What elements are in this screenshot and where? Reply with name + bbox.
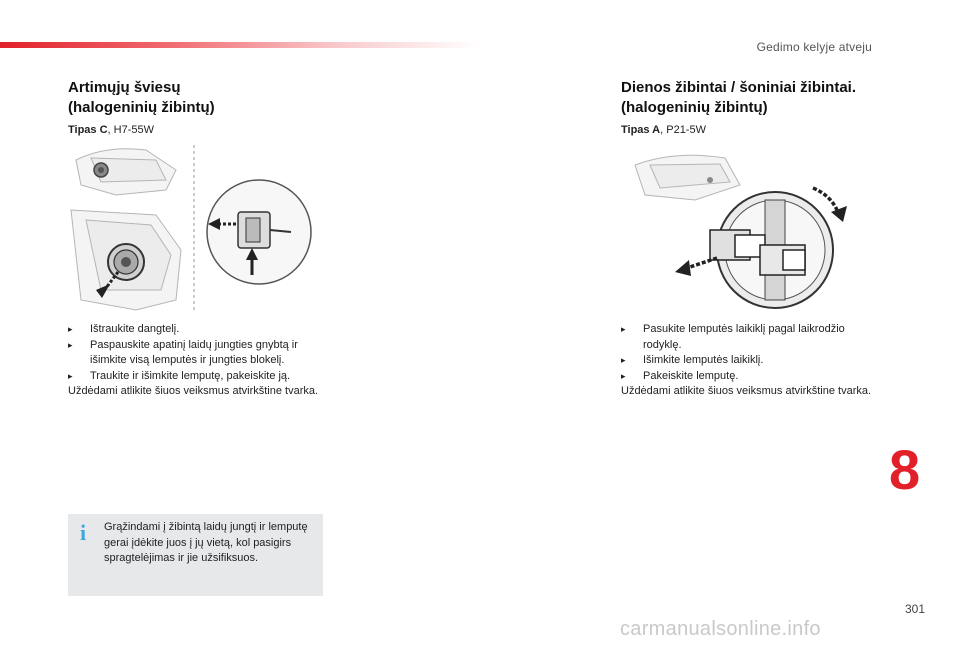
right-type-label: Tipas A (621, 124, 661, 136)
chapter-number: 8 (889, 438, 921, 501)
header-accent-bar (0, 42, 480, 48)
list-item: ▸ Ištraukite dangtelį. (68, 322, 328, 338)
left-type-label: Tipas C (68, 124, 108, 136)
bullet-icon: ▸ (68, 324, 73, 334)
list-item: ▸ Pakeiskite lemputę. (621, 369, 881, 385)
bullet-icon: ▸ (621, 324, 626, 334)
section-title: Gedimo kelyje atveju (756, 40, 872, 54)
right-instructions (621, 322, 881, 400)
right-heading-line1: Dienos žibintai / šoniniai žibintai. (621, 79, 857, 96)
list-item: ▸ Traukite ir išimkite lemputę, pakeiskite ją. (68, 369, 328, 385)
right-type-line (621, 124, 706, 136)
reassembly-note: Uždėdami atlikite šiuos veiksmus atvirkštine tvarka. (68, 385, 319, 397)
list-item: ▸ Išimkite lemputės laikiklį. (621, 353, 881, 369)
reassembly-note: Uždėdami atlikite šiuos veiksmus atvirkštine tvarka. (621, 385, 872, 397)
list-item: ▸ Pasukite lemputės laikiklį pagal laikrodžio rodyklę. (621, 323, 845, 351)
left-type-value: , H7-55W (107, 124, 154, 136)
right-heading-line2: (halogeninių žibintų) (621, 99, 768, 116)
low-beam-bulb-illustration (66, 140, 316, 315)
info-text: Grąžindami į žibintą laidų jungtį ir lemputę gerai įdėkite juos į jų vietą, kol pasigirs spragtelėjimas ir jie užsifiksuos. (104, 521, 308, 564)
bullet-icon: ▸ (621, 370, 626, 381)
left-instructions (68, 322, 328, 400)
info-icon: i (80, 520, 87, 545)
left-heading (68, 78, 358, 118)
left-type-line (68, 124, 154, 136)
right-type-value: , P21-5W (660, 124, 706, 136)
bullet-icon: ▸ (68, 339, 73, 350)
bullet-icon: ▸ (621, 355, 626, 365)
list-item: ▸ Paspauskite apatinį laidų jungties gnybtą ir išimkite visą lemputės ir jungties blokelį. (68, 338, 298, 366)
info-box (68, 514, 323, 596)
right-heading (621, 78, 921, 118)
page-number: 301 (905, 602, 926, 616)
left-heading-line2: (halogeninių žibintų) (68, 99, 215, 116)
daytime-light-bulb-illustration (625, 150, 860, 320)
left-heading-line1: Artimųjų šviesų (68, 79, 181, 96)
watermark: carmanualsonline.info (620, 618, 821, 640)
bullet-icon: ▸ (68, 370, 73, 381)
